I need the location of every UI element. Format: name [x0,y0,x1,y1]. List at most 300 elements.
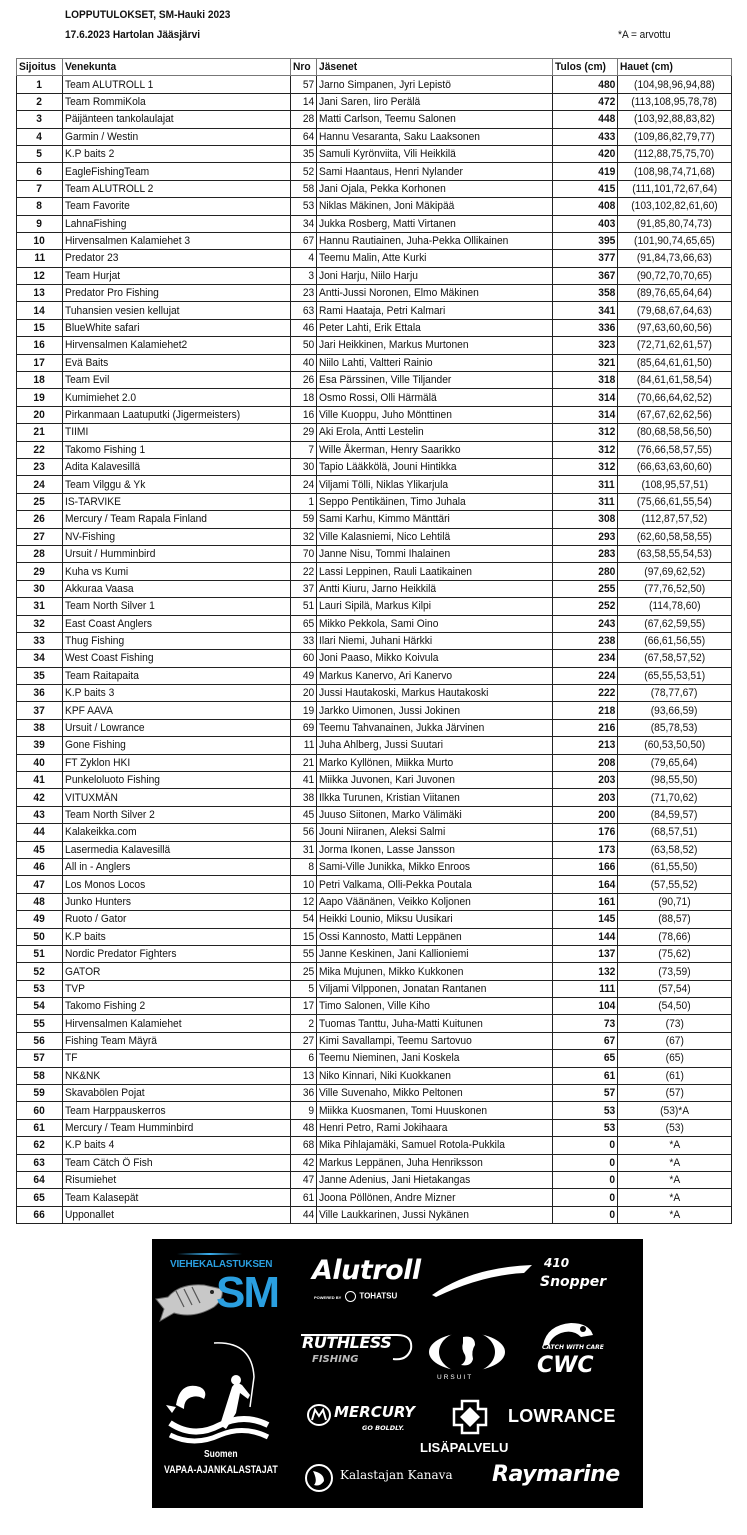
cell-position: 21 [17,424,63,441]
mercury-m-icon [307,1404,331,1426]
cell-team: Garmin / Westin [63,128,291,145]
cell-position: 38 [17,719,63,736]
cell-members: Lassi Leppinen, Rauli Laatikainen [317,563,553,580]
cell-score: 222 [553,685,618,702]
cell-score: 420 [553,145,618,162]
table-row [17,476,732,493]
cell-number: 56 [291,824,317,841]
cell-number: 11 [291,737,317,754]
table-row [17,76,732,93]
table-row [17,598,732,615]
cell-team: VITUXMÄN [63,789,291,806]
cell-position: 24 [17,476,63,493]
cell-position: 33 [17,632,63,649]
table-row [17,1050,732,1067]
cell-position: 44 [17,824,63,841]
cell-members: Petri Valkama, Olli-Pekka Poutala [317,876,553,893]
cell-members: Joni Harju, Niilo Harju [317,267,553,284]
cell-position: 11 [17,250,63,267]
cell-team: Los Monos Locos [63,876,291,893]
cell-number: 44 [291,1206,317,1223]
sm-logo-line [177,1253,242,1255]
table-row [17,615,732,632]
table-row [17,528,732,545]
cell-number: 2 [291,1015,317,1032]
ruthless-logo: RUTHLESS [302,1333,392,1352]
cell-number: 5 [291,980,317,997]
table-row [17,111,732,128]
cell-members: Tuomas Tanttu, Juha-Matti Kuitunen [317,1015,553,1032]
table-row [17,458,732,475]
lisapalvelu-mark-icon [452,1399,488,1435]
cell-position: 51 [17,945,63,962]
cell-team: NV-Fishing [63,528,291,545]
cell-members: Henri Petro, Rami Jokihaara [317,1119,553,1136]
cell-position: 32 [17,615,63,632]
table-row [17,545,732,562]
snopper-model: 410 [544,1256,570,1270]
cell-catch: (75,62) [618,945,732,962]
cell-score: 65 [553,1050,618,1067]
cell-score: 433 [553,128,618,145]
cell-team: Team ALUTROLL 1 [63,76,291,93]
cell-score: 367 [553,267,618,284]
cell-number: 53 [291,198,317,215]
cell-number: 61 [291,1189,317,1206]
cell-members: Viljami Tölli, Niklas Ylikarjula [317,476,553,493]
table-row [17,1154,732,1171]
cell-position: 2 [17,93,63,110]
cell-members: Esa Pärssinen, Ville Tiljander [317,372,553,389]
table-row [17,163,732,180]
cell-score: 312 [553,424,618,441]
cell-catch: (108,98,74,71,68) [618,163,732,180]
cell-position: 36 [17,685,63,702]
cell-position: 58 [17,1067,63,1084]
cell-score: 203 [553,772,618,789]
alutroll-swoosh-icon [432,1261,542,1301]
cell-team: Punkeloluoto Fishing [63,772,291,789]
table-row [17,372,732,389]
event-subtitle: 17.6.2023 Hartolan Jääsjärvi [65,29,201,41]
cell-team: Predator 23 [63,250,291,267]
cell-score: 415 [553,180,618,197]
cell-members: Antti-Jussi Noronen, Elmo Mäkinen [317,285,553,302]
cell-members: Viljami Vilpponen, Jonatan Rantanen [317,980,553,997]
cell-position: 22 [17,441,63,458]
cell-score: 448 [553,111,618,128]
cell-members: Aki Erola, Antti Lestelin [317,424,553,441]
svak-title-top: Suomen [204,1449,238,1460]
cell-team: Team Kalasepät [63,1189,291,1206]
table-row [17,389,732,406]
cell-catch: (61,55,50) [618,858,732,875]
cell-score: 308 [553,511,618,528]
cell-position: 1 [17,76,63,93]
cell-score: 419 [553,163,618,180]
cell-members: Wille Åkerman, Henry Saarikko [317,441,553,458]
cell-score: 311 [553,493,618,510]
cell-members: Miikka Juvonen, Kari Juvonen [317,772,553,789]
cell-catch: (91,84,73,66,63) [618,250,732,267]
cell-position: 53 [17,980,63,997]
table-row [17,1172,732,1189]
cell-catch: (103,102,82,61,60) [618,198,732,215]
cell-members: Niklas Mäkinen, Joni Mäkipää [317,198,553,215]
cell-number: 47 [291,1172,317,1189]
cell-catch: (71,70,62) [618,789,732,806]
table-row [17,337,732,354]
cell-score: 57 [553,1085,618,1102]
cell-catch: (84,59,57) [618,806,732,823]
cell-catch: (114,78,60) [618,598,732,615]
cell-team: Team RommiKola [63,93,291,110]
table-row [17,685,732,702]
cell-members: Jani Saren, Iiro Perälä [317,93,553,110]
cell-number: 24 [291,476,317,493]
table-row [17,250,732,267]
cell-members: Janne Keskinen, Jani Kallioniemi [317,945,553,962]
cell-catch: *A [618,1172,732,1189]
cell-position: 3 [17,111,63,128]
cell-score: 238 [553,632,618,649]
cell-team: Pirkanmaan Laatuputki (Jigermeisters) [63,406,291,423]
cell-score: 408 [553,198,618,215]
cell-position: 35 [17,667,63,684]
cell-position: 14 [17,302,63,319]
cell-catch: (91,85,80,74,73) [618,215,732,232]
cell-number: 41 [291,772,317,789]
cell-score: 358 [553,285,618,302]
cell-number: 69 [291,719,317,736]
cell-catch: *A [618,1137,732,1154]
col-header-catch: Hauet (cm) [618,59,732,76]
cell-position: 28 [17,545,63,562]
cell-number: 31 [291,841,317,858]
cell-position: 30 [17,580,63,597]
results-title: LOPPUTULOKSET, SM-Hauki 2023 [65,9,231,21]
results-body [17,76,732,1224]
cell-team: KPF AAVA [63,702,291,719]
table-row [17,198,732,215]
cell-members: Jussi Hautakoski, Markus Hautakoski [317,685,553,702]
cell-score: 0 [553,1206,618,1223]
cell-catch: (78,77,67) [618,685,732,702]
cell-score: 53 [553,1102,618,1119]
table-row [17,667,732,684]
cell-number: 22 [291,563,317,580]
cell-position: 57 [17,1050,63,1067]
cell-position: 62 [17,1137,63,1154]
cell-score: 176 [553,824,618,841]
cell-position: 40 [17,754,63,771]
cell-number: 6 [291,1050,317,1067]
cell-team: Junko Hunters [63,893,291,910]
cell-score: 0 [553,1172,618,1189]
sm-logo-title: VIEHEKALASTUKSEN [170,1258,273,1270]
cell-number: 52 [291,163,317,180]
cell-catch: (67,62,59,55) [618,615,732,632]
cell-team: Team North Silver 1 [63,598,291,615]
cell-members: Hannu Rautiainen, Juha-Pekka Ollikainen [317,232,553,249]
cell-team: West Coast Fishing [63,650,291,667]
cell-position: 56 [17,1032,63,1049]
table-row [17,493,732,510]
cell-members: Timo Salonen, Ville Kiho [317,998,553,1015]
cell-members: Marko Kyllönen, Miikka Murto [317,754,553,771]
cell-position: 31 [17,598,63,615]
cell-score: 293 [553,528,618,545]
cell-score: 208 [553,754,618,771]
cell-position: 59 [17,1085,63,1102]
table-row [17,841,732,858]
table-row [17,285,732,302]
cell-catch: (67,58,57,52) [618,650,732,667]
cell-catch: *A [618,1154,732,1171]
cell-team: K.P baits [63,928,291,945]
table-header-row [17,59,732,76]
lowrance-logo: LOWRANCE [508,1406,616,1426]
kalastajan-kanava-logo: Kalastajan Kanava [340,1468,453,1482]
cell-catch: (76,66,58,57,55) [618,441,732,458]
cell-members: Teemu Tahvanainen, Jukka Järvinen [317,719,553,736]
table-row [17,876,732,893]
table-row [17,737,732,754]
tohatsu-prefix: POWERED BY [314,1294,342,1300]
cell-position: 7 [17,180,63,197]
sponsor-panel [152,1239,643,1508]
cell-position: 54 [17,998,63,1015]
cell-catch: (90,72,70,70,65) [618,267,732,284]
cell-catch: (89,76,65,64,64) [618,285,732,302]
col-header-number: Nro [291,59,317,76]
cell-catch: (93,66,59) [618,702,732,719]
cell-number: 32 [291,528,317,545]
kalastajan-kanava-fish-icon [304,1463,334,1493]
cell-score: 255 [553,580,618,597]
cell-members: Joni Paaso, Mikko Koivula [317,650,553,667]
cell-team: IS-TARVIKE [63,493,291,510]
table-row [17,406,732,423]
cell-number: 65 [291,615,317,632]
cell-number: 64 [291,128,317,145]
table-row [17,267,732,284]
cell-members: Jouni Niiranen, Aleksi Salmi [317,824,553,841]
cell-catch: (77,76,52,50) [618,580,732,597]
cell-team: NK&NK [63,1067,291,1084]
cell-team: Team ALUTROLL 2 [63,180,291,197]
cell-number: 51 [291,598,317,615]
ursuit-seahorse-icon [427,1331,507,1375]
table-row [17,232,732,249]
cell-position: 63 [17,1154,63,1171]
cell-team: Kalakeikka.com [63,824,291,841]
cell-members: Lauri Sipilä, Markus Kilpi [317,598,553,615]
cell-catch: (85,78,53) [618,719,732,736]
alutroll-logo: Alutroll [312,1255,421,1286]
cell-score: 0 [553,1137,618,1154]
table-row [17,563,732,580]
cell-score: 377 [553,250,618,267]
cell-position: 6 [17,163,63,180]
table-row [17,1015,732,1032]
cell-catch: (65) [618,1050,732,1067]
cell-members: Jari Heikkinen, Markus Murtonen [317,337,553,354]
cell-number: 58 [291,180,317,197]
cell-members: Markus Leppänen, Juha Henriksson [317,1154,553,1171]
cell-members: Jarno Simpanen, Jyri Lepistö [317,76,553,93]
cell-position: 42 [17,789,63,806]
cell-members: Janne Nisu, Tommi Ihalainen [317,545,553,562]
cell-catch: (97,63,60,60,56) [618,319,732,336]
cell-position: 61 [17,1119,63,1136]
cell-score: 243 [553,615,618,632]
cell-position: 52 [17,963,63,980]
cell-position: 65 [17,1189,63,1206]
cell-position: 13 [17,285,63,302]
table-row [17,1119,732,1136]
cell-number: 8 [291,858,317,875]
cell-score: 321 [553,354,618,371]
cell-catch: (57,54) [618,980,732,997]
cell-members: Mika Mujunen, Mikko Kukkonen [317,963,553,980]
cell-catch: (60,53,50,50) [618,737,732,754]
cell-team: Team Raitapaita [63,667,291,684]
cell-members: Heikki Lounio, Miksu Uusikari [317,911,553,928]
legend-note: *A = arvottu [618,29,671,41]
table-row [17,911,732,928]
cell-members: Ilkka Turunen, Kristian Viitanen [317,789,553,806]
cell-team: TVP [63,980,291,997]
table-row [17,789,732,806]
cell-team: Akkuraa Vaasa [63,580,291,597]
cell-team: Evä Baits [63,354,291,371]
cell-catch: (61) [618,1067,732,1084]
cell-score: 216 [553,719,618,736]
cwc-logo: CWC [537,1353,594,1378]
cell-members: Jorma Ikonen, Lasse Jansson [317,841,553,858]
cell-catch: (57,55,52) [618,876,732,893]
cell-position: 17 [17,354,63,371]
cell-team: Thug Fishing [63,632,291,649]
cell-catch: (73) [618,1015,732,1032]
cell-number: 4 [291,250,317,267]
cell-members: Teemu Malin, Atte Kurki [317,250,553,267]
cell-catch: (101,90,74,65,65) [618,232,732,249]
cell-catch: (104,98,96,94,88) [618,76,732,93]
cell-position: 18 [17,372,63,389]
cell-catch: (53) [618,1119,732,1136]
cell-number: 28 [291,111,317,128]
cell-members: Markus Kanervo, Ari Kanervo [317,667,553,684]
cell-members: Jani Ojala, Pekka Korhonen [317,180,553,197]
cell-members: Jarkko Uimonen, Jussi Jokinen [317,702,553,719]
cell-team: TF [63,1050,291,1067]
cell-team: Nordic Predator Fighters [63,945,291,962]
cell-catch: (85,64,61,61,50) [618,354,732,371]
cell-team: Team Hurjat [63,267,291,284]
cell-number: 48 [291,1119,317,1136]
cell-members: Juha Ahlberg, Jussi Suutari [317,737,553,754]
cell-team: Hirvensalmen Kalamiehet 3 [63,232,291,249]
table-row [17,580,732,597]
cell-catch: (97,69,62,52) [618,563,732,580]
cell-catch: (78,66) [618,928,732,945]
cell-number: 38 [291,789,317,806]
cell-team: Päijänteen tankolaulajat [63,111,291,128]
cell-score: 61 [553,1067,618,1084]
cell-score: 403 [553,215,618,232]
cell-catch: (79,68,67,64,63) [618,302,732,319]
cell-number: 9 [291,1102,317,1119]
cell-catch: (88,57) [618,911,732,928]
cell-score: 53 [553,1119,618,1136]
cell-score: 224 [553,667,618,684]
cell-catch: (72,71,62,61,57) [618,337,732,354]
table-row [17,963,732,980]
cell-score: 395 [553,232,618,249]
cell-members: Peter Lahti, Erik Ettala [317,319,553,336]
table-row [17,998,732,1015]
cell-position: 50 [17,928,63,945]
cell-position: 9 [17,215,63,232]
cell-catch: (67) [618,1032,732,1049]
cell-position: 64 [17,1172,63,1189]
cell-score: 67 [553,1032,618,1049]
cell-team: K.P baits 2 [63,145,291,162]
cell-score: 234 [553,650,618,667]
cell-score: 472 [553,93,618,110]
cell-position: 39 [17,737,63,754]
cell-team: Tuhansien vesien kellujat [63,302,291,319]
cell-team: EagleFishingTeam [63,163,291,180]
cell-catch: (112,87,57,52) [618,511,732,528]
table-row [17,511,732,528]
cell-score: 132 [553,963,618,980]
cell-members: Matti Carlson, Teemu Salonen [317,111,553,128]
table-row [17,702,732,719]
cell-number: 26 [291,372,317,389]
col-header-members: Jäsenet [317,59,553,76]
cell-number: 20 [291,685,317,702]
tohatsu-text: TOHATSU [359,1291,398,1301]
cell-members: Hannu Vesaranta, Saku Laaksonen [317,128,553,145]
cell-catch: (68,57,51) [618,824,732,841]
cell-score: 145 [553,911,618,928]
table-row [17,93,732,110]
cell-score: 314 [553,389,618,406]
cell-score: 280 [553,563,618,580]
cell-team: Risumiehet [63,1172,291,1189]
table-row [17,1206,732,1223]
table-row [17,980,732,997]
cell-position: 43 [17,806,63,823]
cell-position: 60 [17,1102,63,1119]
table-row [17,632,732,649]
snopper-logo: Snopper [540,1274,607,1290]
table-row [17,1032,732,1049]
cell-members: Samuli Kyrönviita, Vili Heikkilä [317,145,553,162]
table-row [17,806,732,823]
table-row [17,893,732,910]
cell-team: Gone Fishing [63,737,291,754]
cell-members: Ossi Kannosto, Matti Leppänen [317,928,553,945]
cell-number: 50 [291,337,317,354]
cell-position: 29 [17,563,63,580]
cell-number: 49 [291,667,317,684]
cell-position: 25 [17,493,63,510]
cell-catch: (53)*A [618,1102,732,1119]
